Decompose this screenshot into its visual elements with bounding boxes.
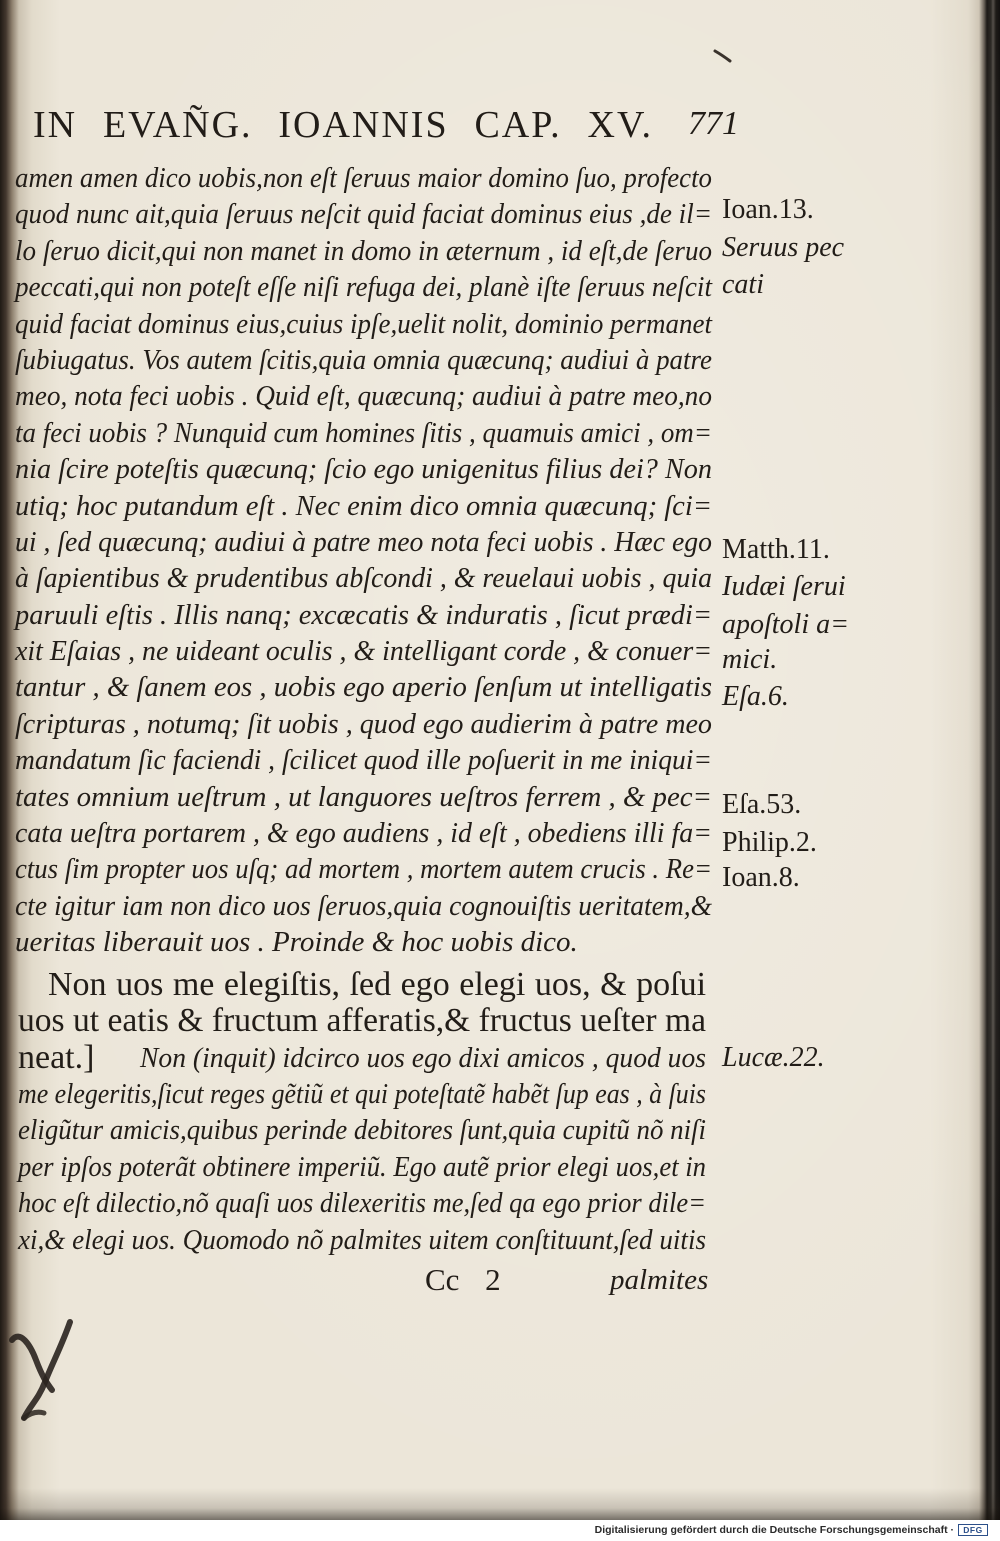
body-text-line: ueritas liberauit uos . Proinde & hoc uobis dico. [15, 926, 578, 959]
body-text-line: tates omnium ueſtrum , ut languores ueſtros ferrem , & pec= [15, 780, 713, 813]
margin-note-reference: Eſa.53. [722, 788, 802, 820]
funding-credit: Digitalisierung gefördert durch die Deutsche Forschungsgemeinschaft · [594, 1524, 954, 1536]
margin-note-reference: Philip.2. [722, 826, 817, 858]
commentary-line: Non (inquit) idcirco uos ego dixi amicos , quod uos [140, 1041, 707, 1074]
lemma-and-commentary-block [18, 967, 706, 1258]
margin-note-reference: Lucæ.22. [722, 1041, 825, 1073]
margin-note-reference: Matth.11. [722, 533, 830, 565]
margin-note-gloss: cati [722, 268, 764, 300]
lemma-commentary-shared-line [18, 1040, 706, 1076]
body-text-line: lo ſeruo dicit,qui non manet in domo in æternum , id eſt,de ſeruo [15, 234, 713, 267]
commentary-line: xi,& elegi uos. Quomodo nõ palmites uitem conſtituunt,ſed uitis [18, 1223, 707, 1256]
body-text-line: quod nunc ait,quia ſeruus neſcit quid faciat dominus eius ,de il= [15, 198, 713, 231]
body-text-line: cata ueſtra portarem , & ego audiens , id eſt , obediens illi fa= [15, 817, 712, 850]
commentary-line: eligũtur amicis,quibus perinde debitores ſunt,quia cupitũ nõ niſi [18, 1114, 706, 1147]
body-text-line: ſubiugatus. Vos autem ſcitis,quia omnia quæcunq; audiui à patre [15, 343, 712, 376]
body-text-line: cte igitur iam non dico uos ſeruos,quia cognouiſtis ueritatem,& [15, 889, 713, 922]
ink-stroke-left-arm [12, 1337, 52, 1390]
body-text-line: tantur , & ſanem eos , uobis ego aperio ſenſum ut intelligatis [15, 671, 713, 704]
catchword: palmites [610, 1264, 709, 1296]
digitization-footer [0, 1520, 1000, 1541]
body-text-line: amen amen dico uobis,non eſt ſeruus maior domino ſuo, profecto [15, 162, 712, 194]
body-text-line: ſcripturas , notumq; ſit uobis , quod ego audierim à patre meo [15, 707, 712, 740]
page-number: 771 [688, 105, 739, 142]
body-text-line: meo, nota feci uobis . Quid eſt, quæcunq; audiui à patre meo,no [15, 380, 712, 413]
dfg-logo: DFG [958, 1524, 988, 1536]
body-text-line: ui , ſed quæcunq; audiui à patre meo nota feci uobis . Hæc ego [15, 525, 713, 558]
margin-note-gloss: Seruus pec [722, 231, 845, 263]
ink-stroke-right-arm [24, 1322, 70, 1418]
commentary-line: hoc eſt dilectio,nõ quaſi uos dilexeritis me,ſed qa ego prior dile= [18, 1187, 707, 1220]
commentary-text-block [15, 160, 712, 961]
marginal-notes [722, 0, 872, 1100]
running-head-title: IN EVAÑG. IOANNIS CAP. XV. [33, 104, 653, 146]
body-text-line: nia ſcire poteſtis quæcunq; ſcio ego unigenitus filius dei? Non [15, 453, 712, 486]
body-text-line: peccati,qui non poteſt eſſe niſi refuga dei, planè iſte ſeruus neſcit [15, 271, 712, 304]
margin-note-reference: Ioan.8. [722, 861, 800, 893]
body-text-line: ta feci uobis ? Nunquid cum homines ſitis , quamuis amici , om= [15, 416, 712, 449]
margin-note-gloss: Iudæi ſerui [722, 570, 846, 602]
signature-mark: Cc 2 [425, 1262, 501, 1297]
body-text-line: à ſapientibus & prudentibus abſcondi , & reuelaui uobis , quia [15, 562, 713, 595]
commentary-line: me elegeritis,ſicut reges gẽtiũ et qui poteſtatẽ habẽt ſup eas , à ſuis [18, 1077, 706, 1110]
lemma-line: uos ut eatis & fructum afferatis,& fructus ueſter ma [18, 1002, 706, 1040]
ink-stroke-foot [24, 1412, 44, 1418]
margin-note-reference: Ioan.13. [722, 193, 814, 225]
margin-note-gloss: mici. [722, 643, 778, 675]
body-text-line: ctus ſim propter uos uſq; ad mortem , mortem autem crucis . Re= [15, 853, 713, 886]
margin-note-gloss: apoſtoli a= [722, 608, 850, 640]
body-text-line: mandatum ſic faciendi , ſcilicet quod ille poſuerit in me iniqui= [15, 744, 712, 777]
body-text-line: utiq; hoc putandum eſt . Nec enim dico omnia quæcunq; ſci= [15, 489, 713, 522]
body-text-line: quid faciat dominus eius,cuius ipſe,uelit nolit, dominio permanet [15, 307, 712, 340]
margin-note-reference: Eſa.6. [722, 680, 789, 712]
body-text-line: paruuli eſtis . Illis nanq; excæcatis & induratis , ſicut prædi= [15, 598, 713, 631]
commentary-line: per ipſos poterãt obtinere imperiũ. Ego autẽ prior elegi uos,et in [18, 1150, 707, 1183]
lemma-line: neat.] [18, 1038, 95, 1076]
lemma-line: Non uos me elegiſtis, ſed ego elegi uos, & poſui [48, 965, 707, 1003]
body-text-line: xit Eſaias , ne uideant oculis , & intelligant corde , & conuer= [15, 635, 713, 668]
